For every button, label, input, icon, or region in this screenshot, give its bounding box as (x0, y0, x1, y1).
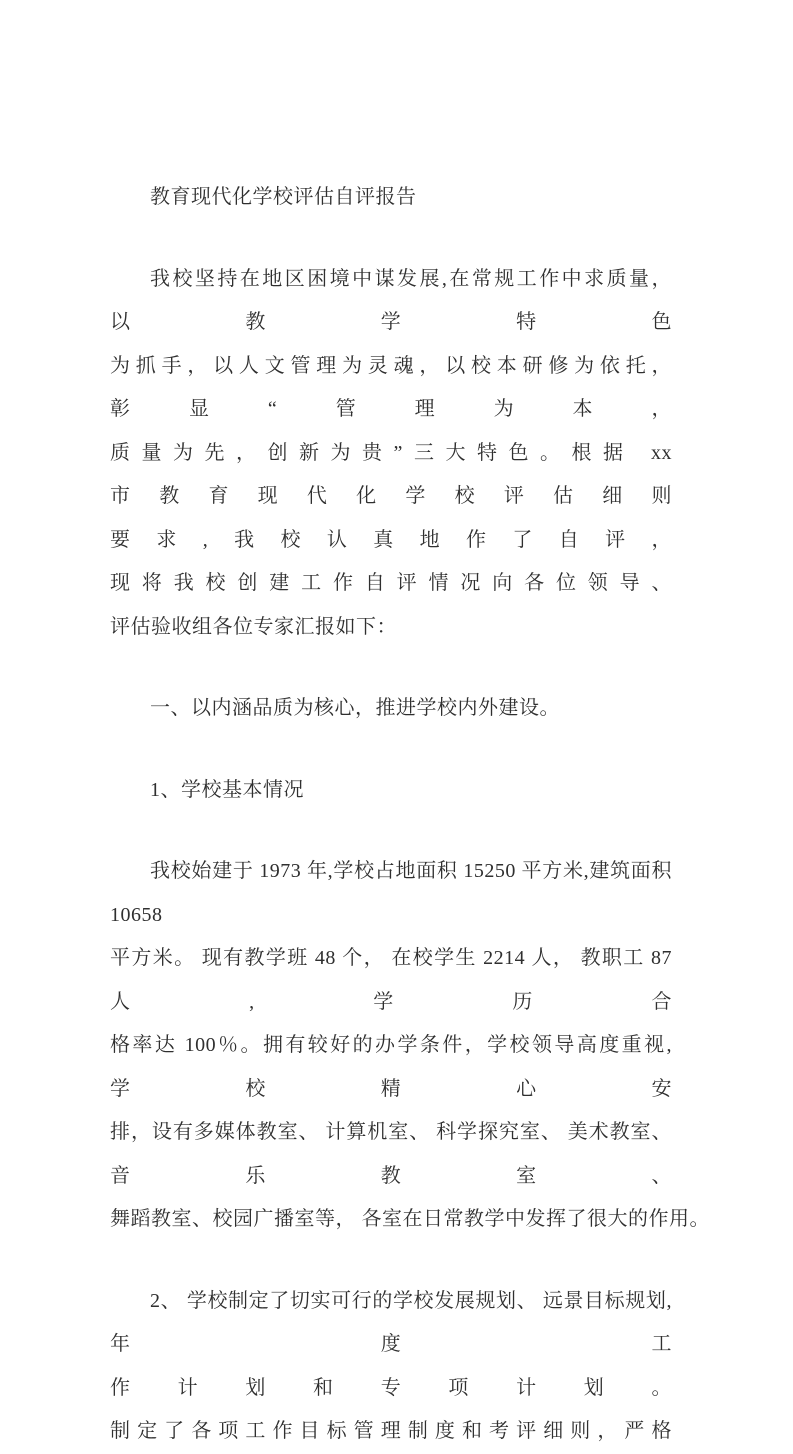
planning-paragraph (110, 1280, 672, 1454)
paragraph-line: 平方米。 现有教学班 48 个， 在校学生 2214 人， 教职工 87 人,学历合 (110, 947, 672, 1013)
paragraph-line: 为抓手，以人文管理为灵魂，以校本研修为依托，彰显“管理为本， (110, 354, 672, 420)
paragraph-line: 格率达 100％。拥有较好的办学条件，学校领导高度重视,学校精心安 (110, 1034, 672, 1100)
sub-heading-block (110, 769, 672, 813)
paragraph-line: 作计划和专项计划。制定了各项工作目标管理制度和考评细则，严格 (110, 1376, 672, 1442)
section-heading-block (110, 687, 672, 731)
document-title-block (110, 176, 672, 220)
paragraph-line: 要求,我校认真地作了自评， 现将我校创建工作自评情况向各位领导、 (110, 528, 672, 594)
intro-paragraph (110, 258, 672, 650)
paragraph-line: 2、 学校制定了切实可行的学校发展规划、 远景目标规划,年度工 (110, 1289, 672, 1355)
paragraph-line: 质量为先，创新为贵”三大特色。根据 xx 市教育现代化学校评估细则 (110, 441, 672, 507)
paragraph-line: 评估验收组各位专家汇报如下： (110, 615, 397, 638)
paragraph-line: 舞蹈教室、校园广播室等， 各室在日常教学中发挥了很大的作用。 (110, 1208, 710, 1230)
paragraph-line: 排，设有多媒体教室、 计算机室、 科学探究室、 美术教室、 音乐教室、 (110, 1121, 672, 1187)
document-title: 教育现代化学校评估自评报告 (150, 186, 417, 208)
school-overview-paragraph (110, 850, 710, 1242)
paragraph-line: 我校始建于 1973 年,学校占地面积 15250 平方米,建筑面积 10658 (110, 860, 672, 926)
sub-heading: 1、学校基本情况 (150, 778, 304, 801)
paragraph-line: 我校坚持在地区困境中谋发展,在常规工作中求质量，以教学特色 (110, 267, 672, 333)
section-heading: 一、以内涵品质为核心，推进学校内外建设。 (150, 697, 560, 719)
